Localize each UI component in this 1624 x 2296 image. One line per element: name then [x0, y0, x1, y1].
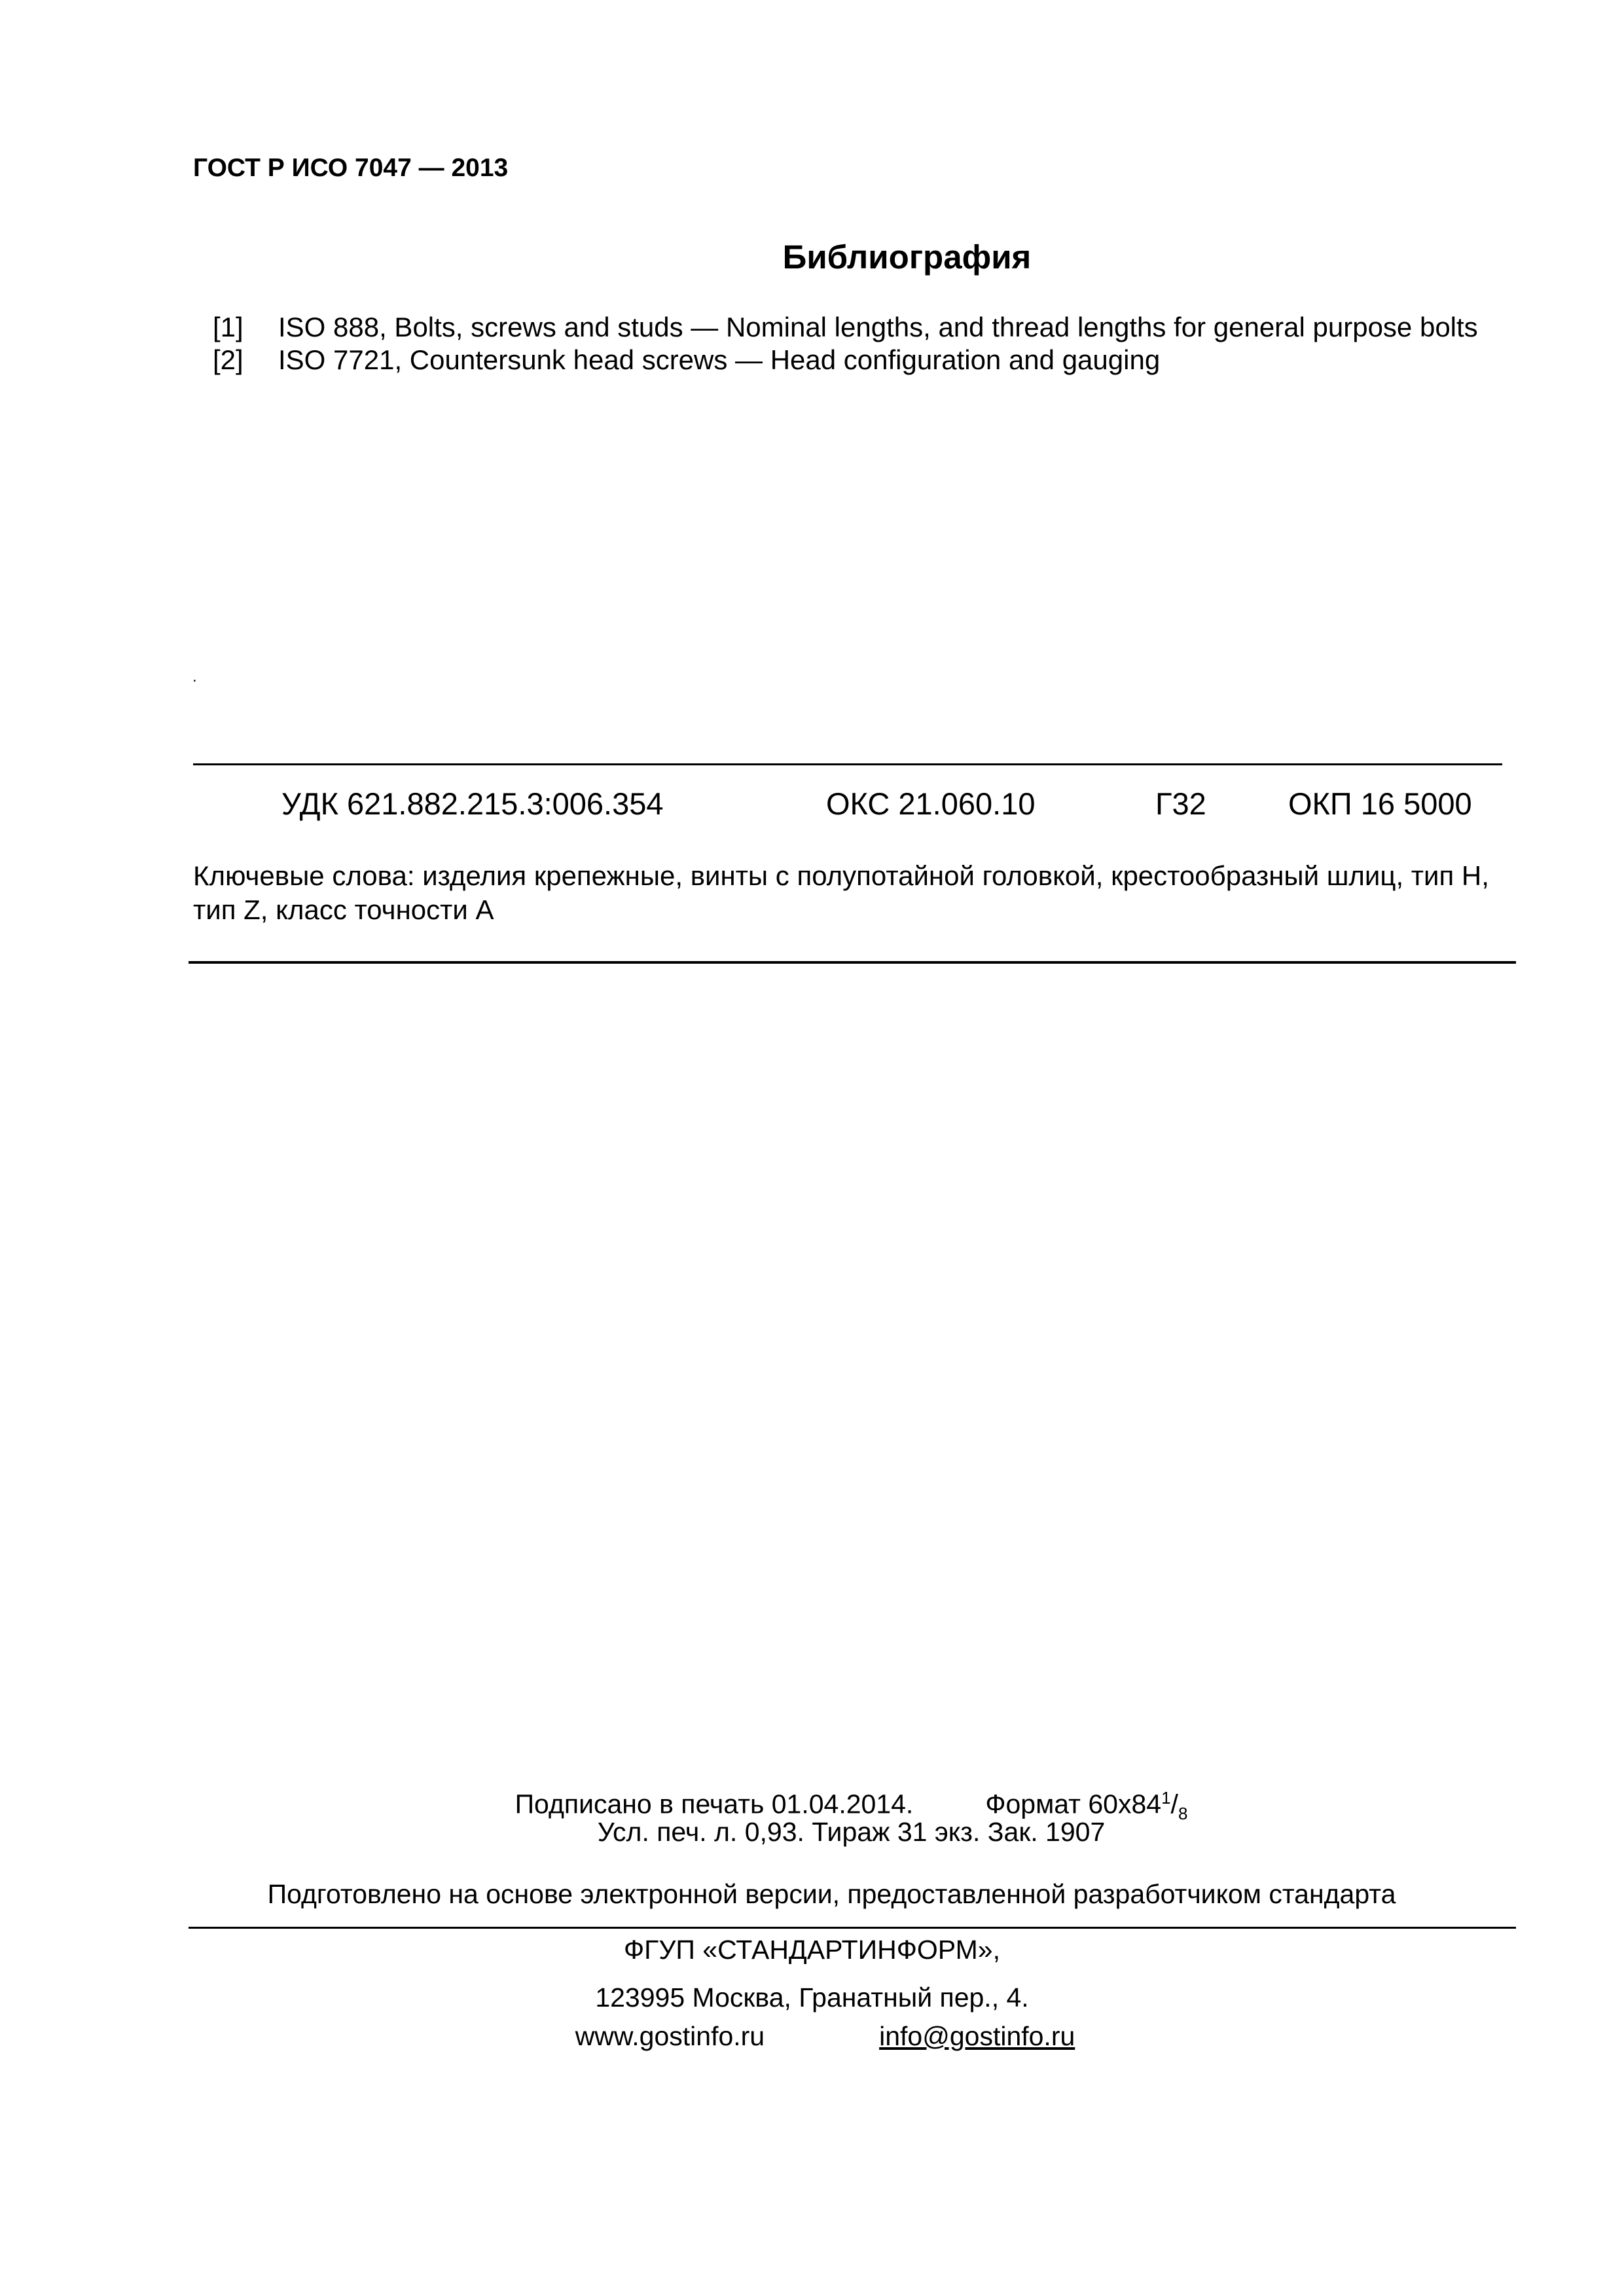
publisher-name: ФГУП «СТАНДАРТИНФОРМ», — [623, 1935, 1000, 1965]
prepared-note: Подготовлено на основе электронной версии, предоставленной разработчиком стандарта — [267, 1879, 1396, 1909]
website-link[interactable]: www.gostinfo.ru — [575, 2021, 765, 2051]
document-id: ГОСТ Р ИСО 7047 — 2013 — [193, 154, 509, 182]
imprint-line-1: Подписано в печать 01.04.2014. Формат $60x84^1/_8$ — [514, 1788, 1188, 1823]
format-numerator: 1 — [1161, 1788, 1171, 1808]
g-code: Г32 — [1155, 786, 1206, 821]
publisher-contacts — [0, 2021, 1624, 2052]
stray-mark: . — [192, 668, 197, 685]
bibliography-item-text: ISO 888, Bolts, screws and studs — Nominal lengths, and thread lengths for general purpose bolts — [278, 312, 1478, 342]
imprint-line-2: Усл. печ. л. 0,93. Тираж 31 экз. Зак. 1907 — [597, 1817, 1106, 1847]
bibliography-item-number: [2] — [213, 344, 244, 375]
bibliography-list — [213, 311, 1478, 376]
bibliography-title: Библиография — [782, 238, 1032, 276]
divider-keywords — [189, 961, 1516, 964]
bibliography-item-text: ISO 7721, Countersunk head screws — Head configuration and gauging — [278, 344, 1161, 375]
email-link[interactable]: info@gostinfo.ru — [879, 2021, 1075, 2051]
bibliography-item — [213, 311, 1478, 344]
divider-imprint — [189, 1927, 1516, 1929]
format-denominator: 8 — [1178, 1803, 1188, 1823]
publisher-address: 123995 Москва, Гранатный пер., 4. — [595, 1982, 1029, 2013]
format-label: Формат 60x84 — [985, 1789, 1162, 1819]
divider-top — [193, 763, 1502, 765]
udk-code: УДК 621.882.215.3:006.354 — [281, 786, 664, 821]
oks-code: ОКС 21.060.10 — [826, 786, 1036, 821]
okp-code: ОКП 16 5000 — [1288, 786, 1472, 821]
bibliography-item — [213, 344, 1478, 376]
keywords: Ключевые слова: изделия крепежные, винты с полупотайной головкой, крестообразный шлиц, тип H, тип Z, класс точности A — [193, 860, 1489, 925]
signed-date: Подписано в печать 01.04.2014. — [514, 1789, 914, 1819]
bibliography-item-number: [1] — [213, 312, 244, 342]
